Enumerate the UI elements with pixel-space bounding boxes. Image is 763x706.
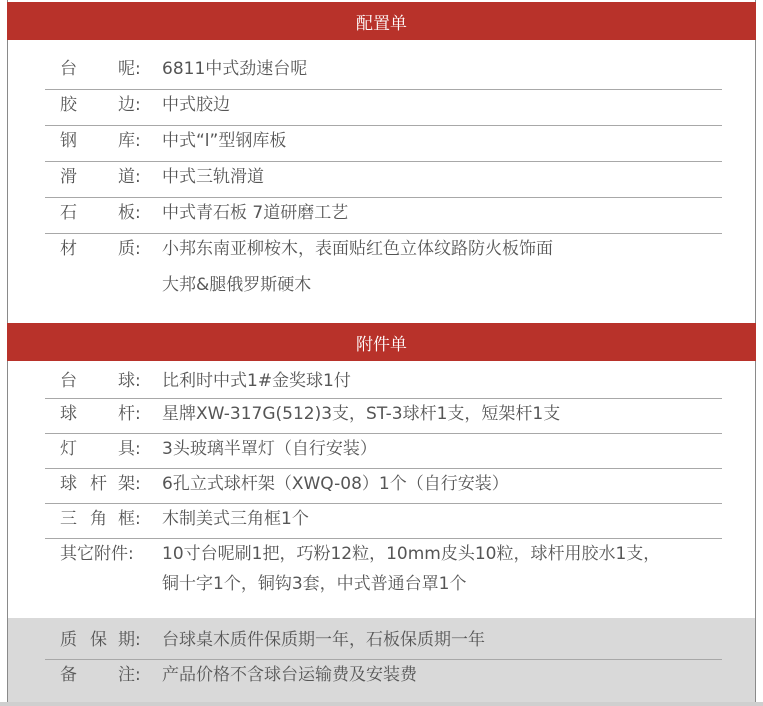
row-value-line1: 中式胶边	[162, 95, 230, 115]
row-value	[162, 399, 722, 429]
row-value	[162, 625, 722, 655]
row-label-part: 注:	[118, 665, 141, 685]
row-value-line1: 产品价格不含球台运输费及安装费	[162, 665, 417, 685]
config-row	[45, 54, 722, 90]
accessories-title: 附件单	[356, 334, 407, 355]
config-title-band	[7, 2, 756, 40]
row-value-line1: 3头玻璃半罩灯（自行安装）	[162, 439, 377, 459]
row-value	[162, 198, 722, 228]
row-label-part: 材	[60, 239, 77, 259]
row-value	[162, 162, 722, 192]
row-value	[162, 126, 722, 156]
row-value	[162, 54, 722, 84]
row-label	[60, 625, 152, 655]
row-label-part: 球	[60, 474, 77, 494]
row-value-line1: 10寸台呢刷1把，巧粉12粒，10mm皮头10粒，球杆用胶水1支，	[162, 544, 661, 564]
row-label	[60, 54, 152, 84]
row-label	[60, 469, 152, 499]
row-label-part: 质	[60, 630, 77, 650]
row-label-part: 角	[90, 509, 107, 529]
row-label-part: 具:	[118, 439, 141, 459]
row-label-part: 架:	[118, 474, 141, 494]
row-label	[60, 539, 152, 569]
row-label-part: 石	[60, 203, 77, 223]
row-label	[60, 198, 152, 228]
row-label-part: 边:	[118, 95, 141, 115]
accessories-row	[45, 434, 722, 469]
row-label-part: 球:	[118, 371, 141, 391]
row-label	[60, 434, 152, 464]
row-value-line1: 中式“l”型钢库板	[162, 131, 287, 151]
row-label-part: 框:	[118, 509, 141, 529]
row-label-part: 钢	[60, 131, 77, 151]
row-label	[60, 660, 152, 690]
config-row	[45, 90, 722, 126]
row-label-part: 杆	[90, 474, 107, 494]
config-title: 配置单	[356, 13, 407, 34]
row-value	[162, 539, 722, 599]
row-label-part: 球	[60, 404, 77, 424]
row-value-line1: 星牌XW-317G(512)3支，ST-3球杆1支，短架杆1支	[162, 404, 561, 424]
row-label-part: 其它附件:	[60, 544, 134, 564]
bottom-edge	[0, 702, 763, 706]
row-label-part: 保	[90, 630, 107, 650]
config-row	[45, 162, 722, 198]
row-value	[162, 504, 722, 534]
row-label-part: 板:	[118, 203, 141, 223]
row-label	[60, 234, 152, 264]
accessories-row	[45, 469, 722, 504]
accessories-row	[45, 504, 722, 539]
row-label	[60, 162, 152, 192]
config-row	[45, 234, 722, 306]
row-label	[60, 366, 152, 396]
row-label-part: 胶	[60, 95, 77, 115]
row-label	[60, 126, 152, 156]
row-label-part: 灯	[60, 439, 77, 459]
row-value-line1: 木制美式三角框1个	[162, 509, 309, 529]
config-row	[45, 198, 722, 234]
row-label-part: 台	[60, 371, 77, 391]
row-value-line1: 小邦东南亚柳桉木，表面贴红色立体纹路防火板饰面	[162, 239, 553, 259]
row-label-part: 三	[60, 509, 77, 529]
accessories-row	[45, 399, 722, 434]
warranty-row	[45, 660, 722, 695]
config-row	[45, 126, 722, 162]
row-label	[60, 504, 152, 534]
row-value-line1: 6孔立式球杆架（XWQ-08）1个（自行安装）	[162, 474, 509, 494]
row-value-line1: 比利时中式1#金奖球1付	[162, 371, 351, 391]
accessories-row	[45, 539, 722, 597]
row-label-part: 期:	[118, 630, 141, 650]
row-label-part: 备	[60, 665, 77, 685]
row-value	[162, 469, 722, 499]
row-label-part: 库:	[118, 131, 141, 151]
row-label	[60, 399, 152, 429]
accessories-row	[45, 366, 722, 399]
row-value	[162, 90, 722, 120]
row-label	[60, 90, 152, 120]
row-value-line1: 台球桌木质件保质期一年，石板保质期一年	[162, 630, 485, 650]
row-label-part: 台	[60, 59, 77, 79]
row-value-line1: 中式三轨滑道	[162, 167, 264, 187]
row-label-part: 滑	[60, 167, 77, 187]
row-label-part: 杆:	[118, 404, 141, 424]
row-value	[162, 366, 722, 396]
row-label-part: 质:	[118, 239, 141, 259]
row-value	[162, 660, 722, 690]
warranty-row	[45, 625, 722, 660]
row-label-part: 呢:	[118, 59, 141, 79]
row-value	[162, 234, 722, 300]
row-value-line2: 铜十字1个，铜钩3套，中式普通台罩1个	[162, 574, 467, 594]
row-value-line1: 6811中式劲速台呢	[162, 59, 308, 79]
row-label-part: 道:	[118, 167, 141, 187]
accessories-title-band	[7, 323, 756, 361]
row-value-line1: 中式青石板 7道研磨工艺	[162, 203, 349, 223]
row-value-line2: 大邦&腿俄罗斯硬木	[162, 275, 312, 295]
row-value	[162, 434, 722, 464]
